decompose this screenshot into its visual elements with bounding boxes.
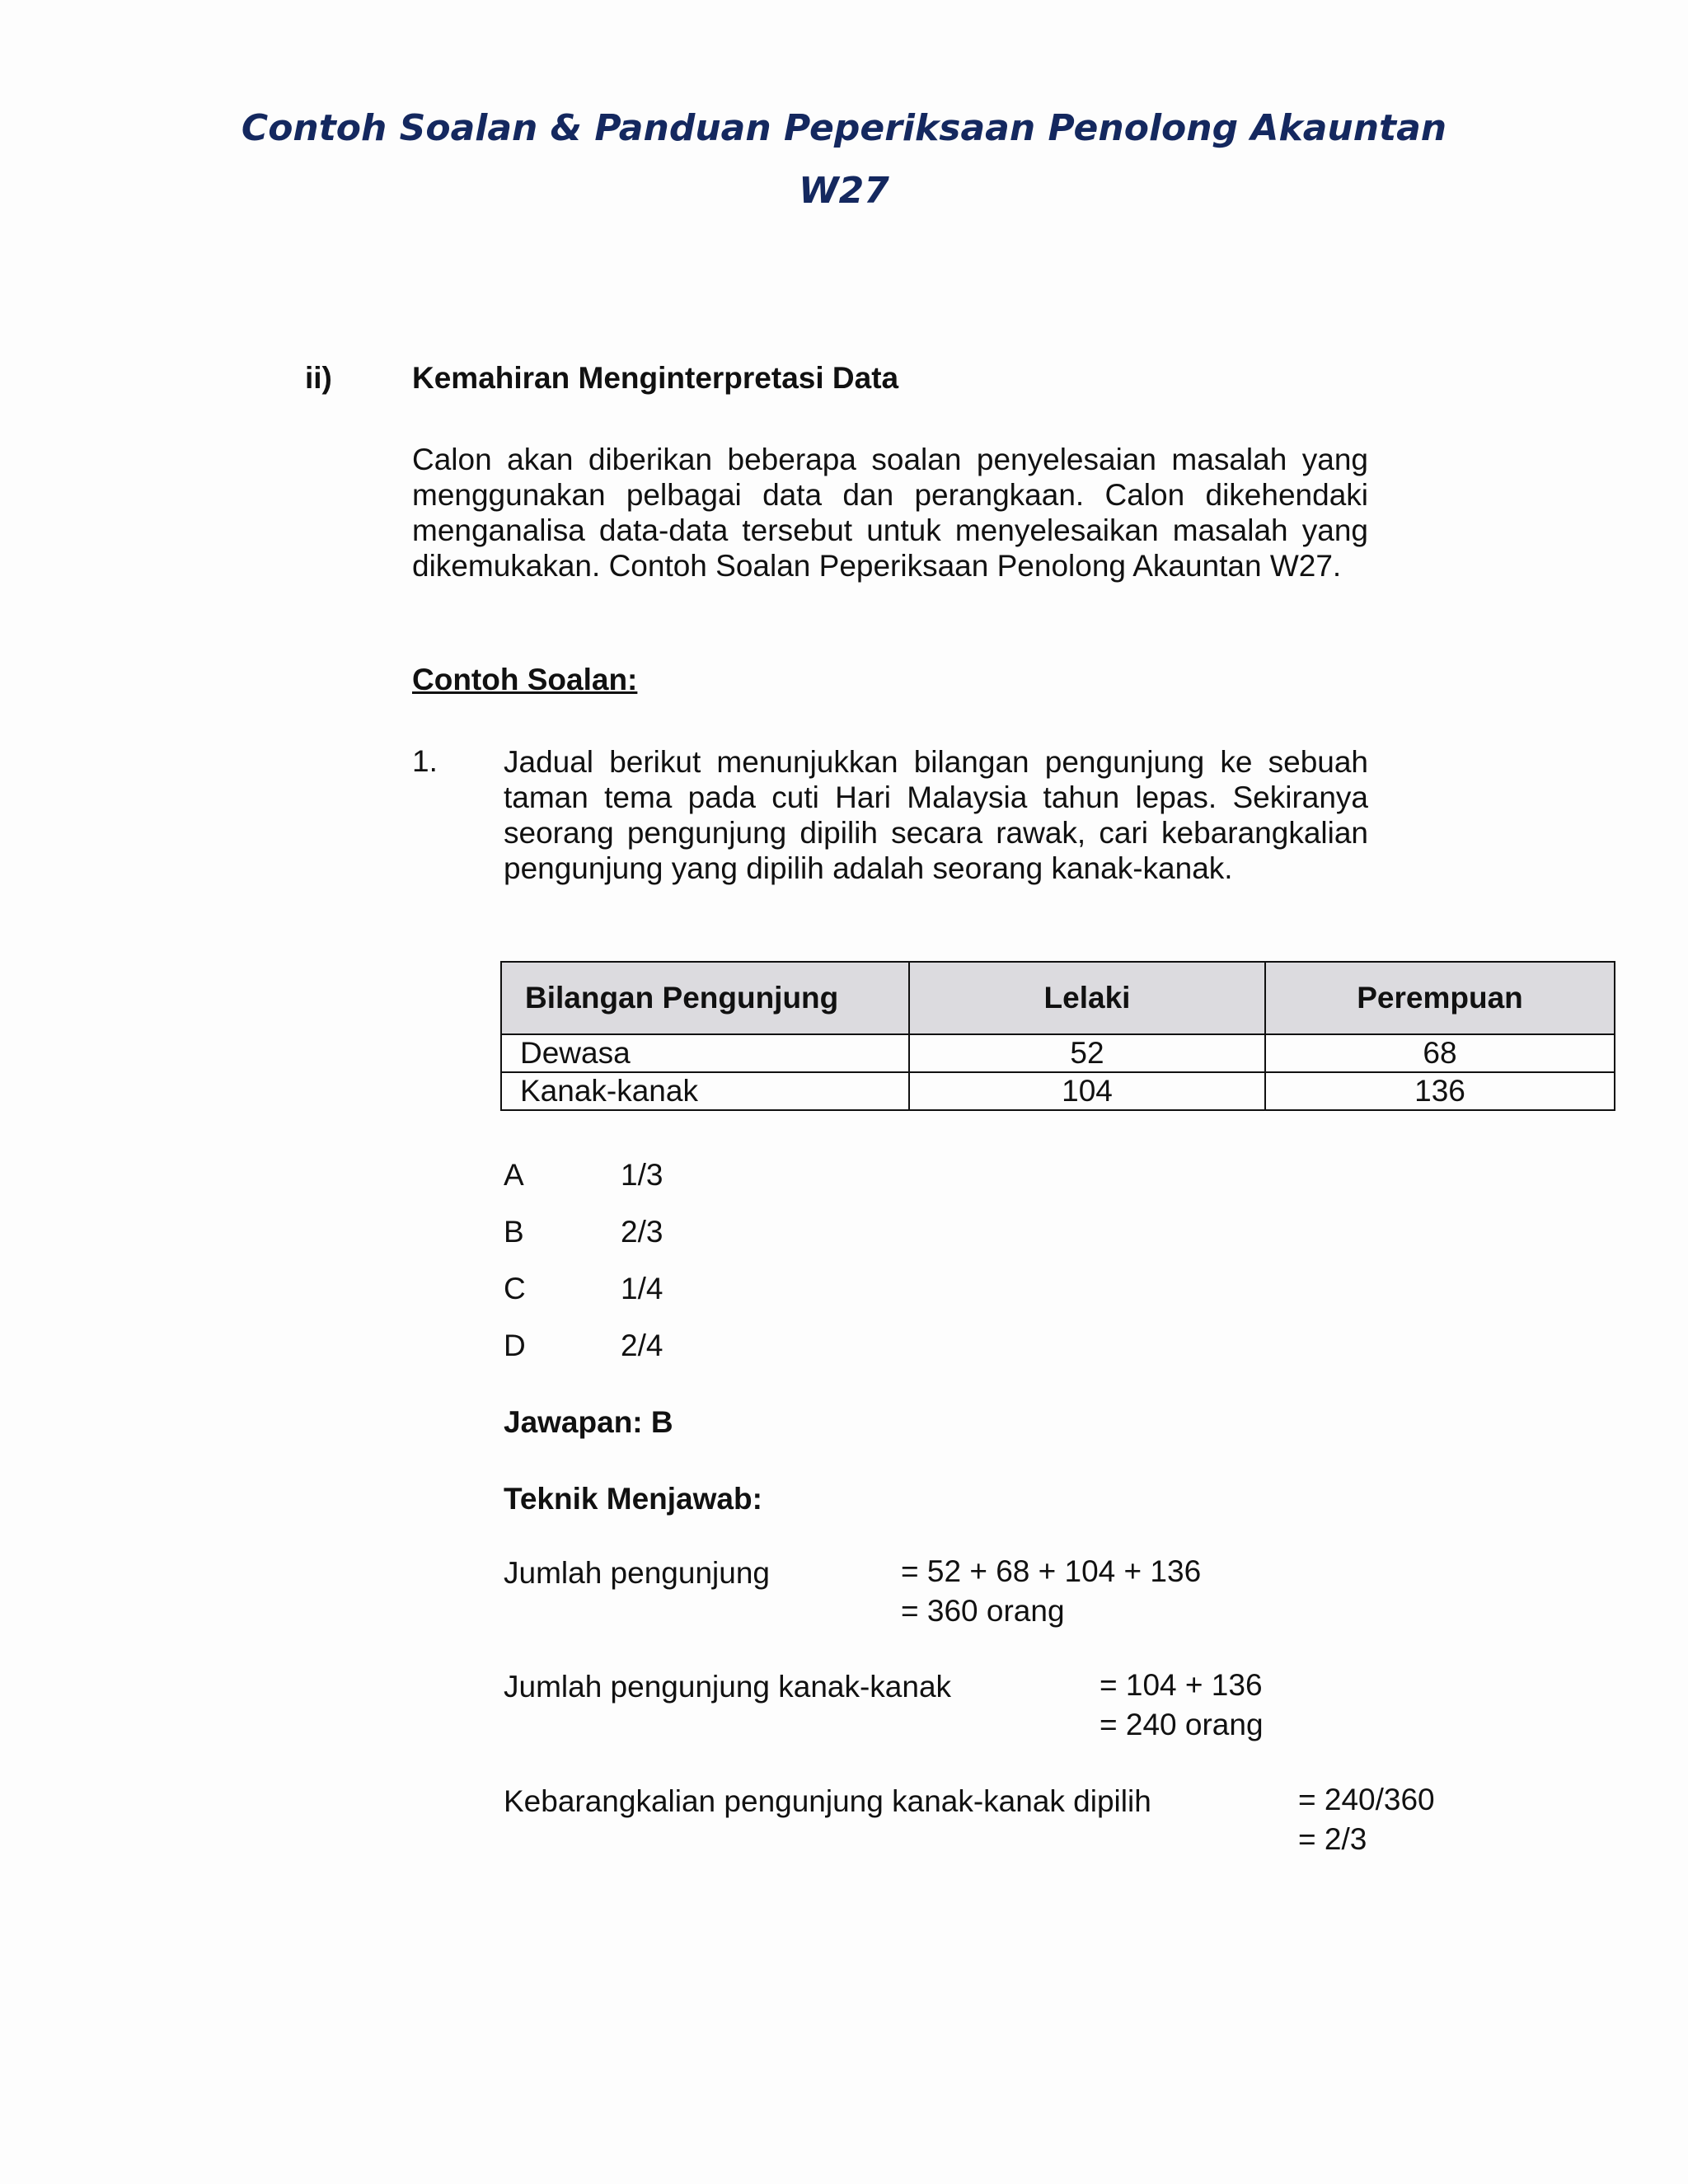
header-title-line2: W27 <box>799 170 889 212</box>
document-header <box>0 97 1688 223</box>
calc-line: = 2/3 <box>1298 1822 1367 1856</box>
option-value: 2/3 <box>621 1215 663 1249</box>
calc-label: Jumlah pengunjung kanak-kanak <box>504 1670 952 1704</box>
calc-label: Kebarangkalian pengunjung kanak-kanak dipilih <box>504 1784 1151 1818</box>
table-header-row <box>501 962 1615 1034</box>
option-letter: D <box>504 1329 526 1362</box>
table-cell: Kanak-kanak <box>501 1072 909 1110</box>
option-value: 2/4 <box>621 1329 663 1362</box>
calc-equation <box>1298 1780 1435 1859</box>
calc-equation <box>901 1552 1201 1631</box>
question-text: Jadual berikut menunjukkan bilangan pengunjung ke sebuah taman tema pada cuti Hari Malaysia tahun lepas. Sekiranya seorang pengunjung dipilih secara rawak, cari kebarangkalian pengunjung yang dipilih adalah seorang kanak-kanak. <box>504 745 1368 885</box>
technique-heading: Teknik Menjawab: <box>504 1482 762 1516</box>
table-header-cell: Perempuan <box>1265 962 1615 1034</box>
table-header-cell: Lelaki <box>909 962 1265 1034</box>
calc-line: = 240 orang <box>1100 1708 1264 1741</box>
calc-line: = 104 + 136 <box>1100 1668 1263 1702</box>
answer-label: Jawapan: B <box>504 1405 673 1439</box>
example-heading: Contoh Soalan: <box>412 663 638 696</box>
table-row <box>501 1072 1615 1110</box>
option-letter: B <box>504 1215 524 1249</box>
option-letter: C <box>504 1272 526 1305</box>
table-cell: 68 <box>1265 1034 1615 1072</box>
table-cell: 104 <box>909 1072 1265 1110</box>
table-row <box>501 1034 1615 1072</box>
calc-line: = 360 orang <box>901 1594 1065 1628</box>
calc-equation <box>1100 1666 1264 1745</box>
calc-line: = 240/360 <box>1298 1783 1435 1816</box>
table-cell: 136 <box>1265 1072 1615 1110</box>
question-number: 1. <box>412 744 438 778</box>
header-title-line1: Contoh Soalan & Panduan Peperiksaan Penolong Akauntan <box>241 107 1447 149</box>
option-value: 1/4 <box>621 1272 663 1305</box>
section-title: Kemahiran Menginterpretasi Data <box>412 361 899 395</box>
table-cell: 52 <box>909 1034 1265 1072</box>
visitor-table <box>500 961 1615 1111</box>
section-number: ii) <box>305 361 332 395</box>
section-intro: Calon akan diberikan beberapa soalan penyelesaian masalah yang menggunakan pelbagai data dan perangkaan. Calon dikehendaki menganalisa data-data tersebut untuk menyelesaikan masalah yang dikemukakan. Contoh Soalan Peperiksaan Penolong Akauntan W27. <box>412 443 1368 583</box>
calc-line: = 52 + 68 + 104 + 136 <box>901 1554 1202 1588</box>
table-cell: Dewasa <box>501 1034 909 1072</box>
option-letter: A <box>504 1158 524 1192</box>
table-header-cell: Bilangan Pengunjung <box>501 962 909 1034</box>
option-value: 1/3 <box>621 1158 663 1192</box>
calc-label: Jumlah pengunjung <box>504 1556 770 1590</box>
